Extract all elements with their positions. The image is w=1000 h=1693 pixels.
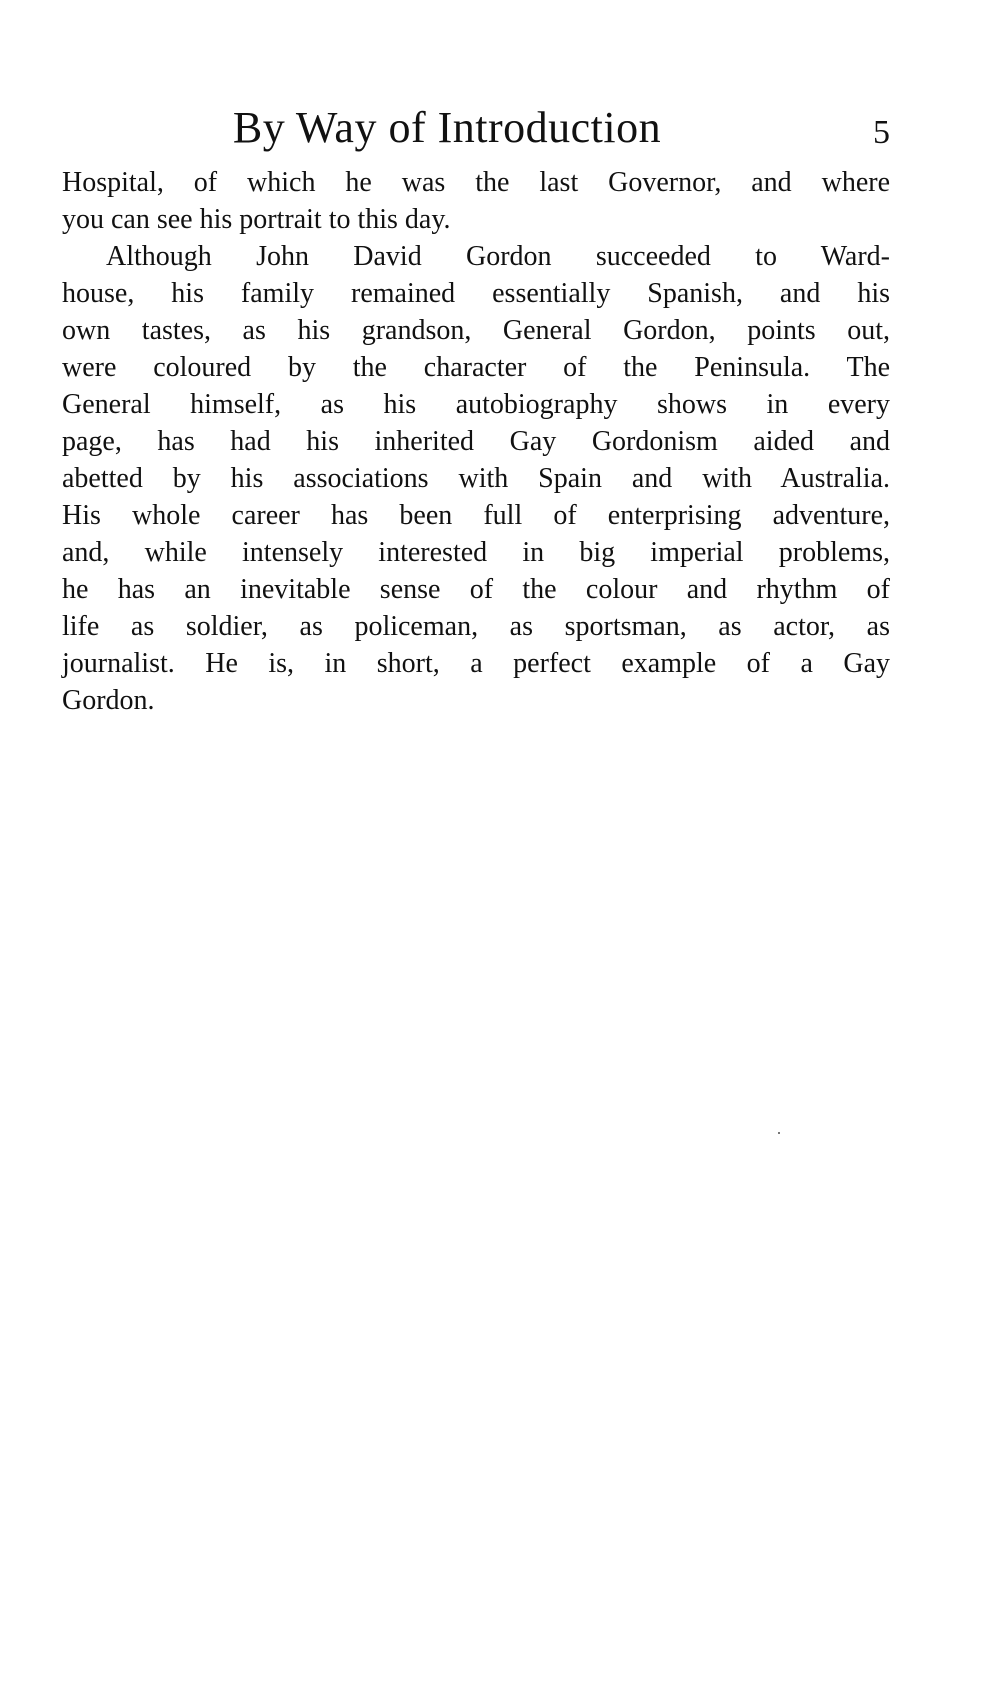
text-line: life as soldier, as policeman, as sportsman, as actor, as: [62, 611, 890, 642]
text-line: Although John David Gordon succeeded to Ward-: [106, 241, 890, 272]
running-header: [62, 100, 890, 160]
text-line: and, while intensely interested in big imperial problems,: [62, 537, 890, 568]
text-line: abetted by his associations with Spain and with Australia.: [62, 463, 890, 494]
text-line: His whole career has been full of enterprising adventure,: [62, 500, 890, 531]
text-line: journalist. He is, in short, a perfect example of a Gay: [62, 648, 890, 679]
text-line: General himself, as his autobiography shows in every: [62, 389, 890, 420]
paragraph-1: [62, 164, 890, 238]
text-line: Hospital, of which he was the last Governor, and where: [62, 167, 890, 198]
scan-speck: [778, 1132, 780, 1134]
paragraph-2: [62, 238, 890, 719]
text-line: house, his family remained essentially Spanish, and his: [62, 278, 890, 309]
page-number: 5: [873, 114, 890, 151]
text-line: you can see his portrait to this day.: [62, 204, 451, 235]
text-line: Gordon.: [62, 685, 155, 716]
body-text: [62, 164, 890, 719]
text-line: were coloured by the character of the Peninsula. The: [62, 352, 890, 383]
page-title: By Way of Introduction: [232, 103, 662, 152]
text-line: page, has had his inherited Gay Gordonism aided and: [62, 426, 890, 457]
text-line: own tastes, as his grandson, General Gordon, points out,: [62, 315, 890, 346]
text-line: he has an inevitable sense of the colour and rhythm of: [62, 574, 890, 605]
